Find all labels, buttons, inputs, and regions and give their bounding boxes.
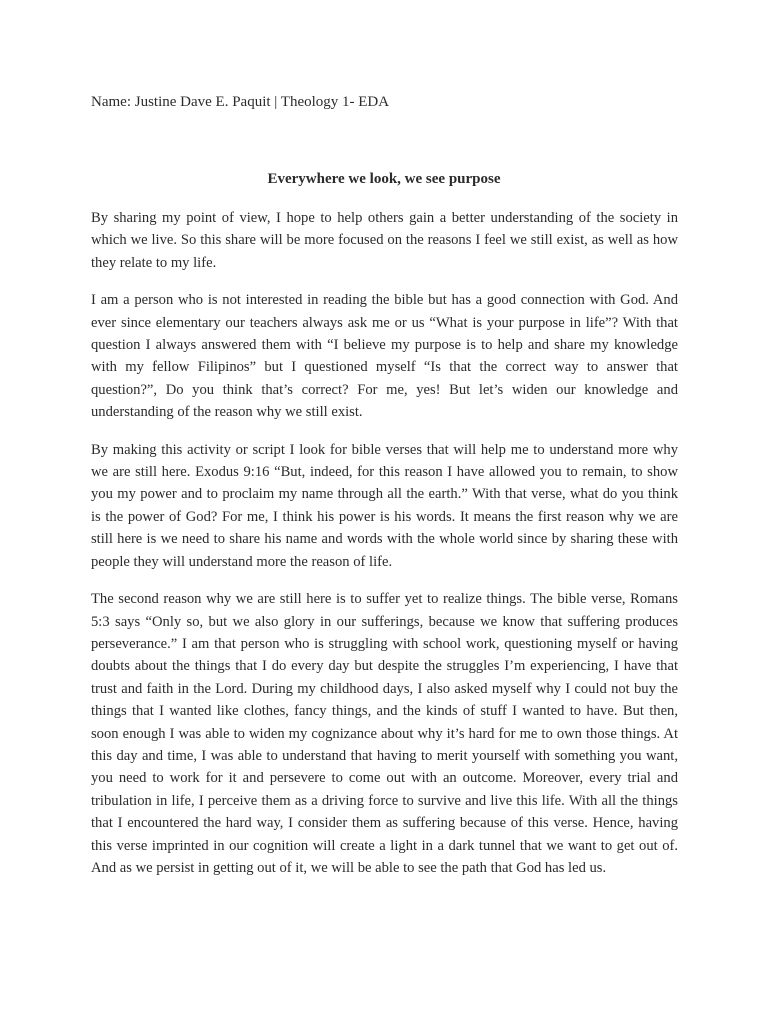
paragraph-2: I am a person who is not interested in reading the bible but has a good connection with God. And ever since elementary our teachers always ask me or us “What is your purpose in life”? With that question I always answered them with “I believe my purpose is to help and share my knowledge with my fellow Filipinos” but I questioned myself “Is that the correct way to answer that question?”, Do you think that’s correct? For me, yes! But let’s widen our knowledge and understanding of the reason why we still exist. (91, 292, 678, 421)
essay-title: Everywhere we look, we see purpose (267, 171, 501, 187)
paragraph-3: By making this activity or script I look for bible verses that will help me to understand more why we are still here. Exodus 9:16 “But, indeed, for this reason I have allowed you to remain, to show you my power and to proclaim my name through all the earth.” With that verse, what do you think is the power of God? For me, I think his power is his words. It means the first reason why we are still here is we need to share his name and words with the whole world since by sharing these with people they will understand more the reason of life. (91, 441, 678, 570)
essay-body (91, 207, 678, 894)
name-line: Name: Justine Dave E. Paquit | Theology 1- EDA (91, 94, 390, 110)
paragraph-1: By sharing my point of view, I hope to help others gain a better understanding of the society in which we live. So this share will be more focused on the reasons I feel we still exist, as well as how they relate to my life. (91, 210, 678, 271)
paragraph-4: The second reason why we are still here is to suffer yet to realize things. The bible verse, Romans 5:3 says “Only so, but we also glory in our sufferings, because we know that suffering produces perseverance.” I am that person who is struggling with school work, questioning myself or having doubts about the things that I do every day but despite the struggles I’m experiencing, I have that trust and faith in the Lord. During my childhood days, I also asked myself why I could not buy the things that I wanted like clothes, fancy things, and the kinds of stuff I wanted to have. But then, soon enough I was able to widen my cognizance about why it’s hard for me to own those things. At this day and time, I was able to understand that having to merit yourself with something you want, you need to work for it and persevere to come out with an outcome. Moreover, every trial and tribulation in life, I perceive them as a driving force to survive and live this life. With all the things that I encountered the hard way, I consider them as suffering because of this verse. Hence, having this verse imprinted in our cognition will create a light in a dark tunnel that we want to get out of. And as we persist in getting out of it, we will be able to see the path that God has led us. (91, 591, 678, 876)
